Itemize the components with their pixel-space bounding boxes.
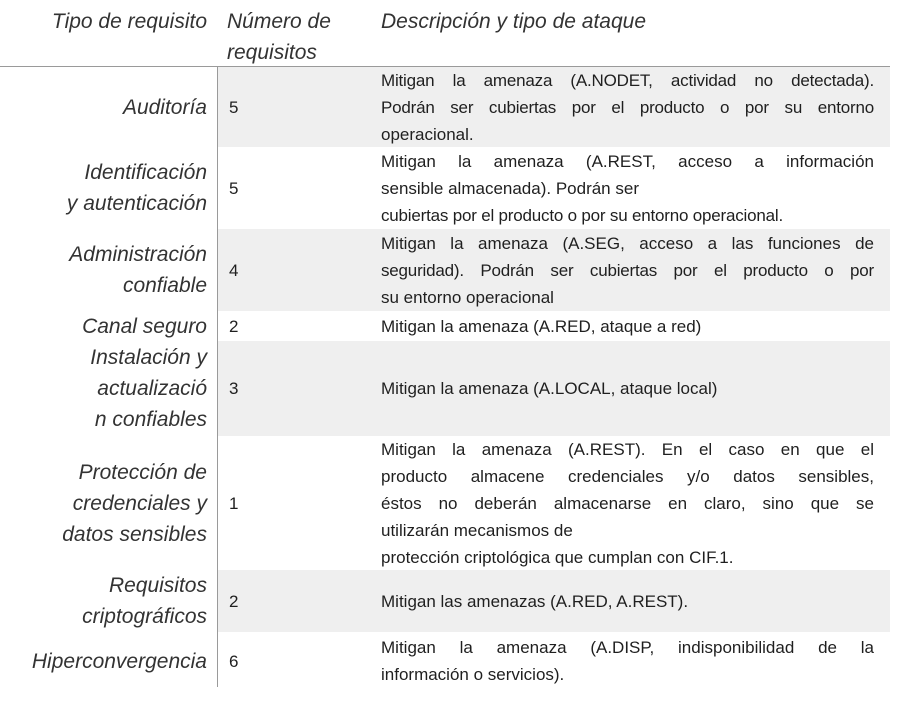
requirement-count: 5 — [229, 178, 239, 198]
requirement-description: Mitigan la amenaza (A.DISP, indisponibilidad de la información o servicios). — [381, 638, 874, 684]
requirement-type: Auditoría — [122, 95, 207, 119]
requirement-type: Instalación y actualizació n confiables — [90, 346, 207, 431]
table-row — [0, 67, 890, 147]
requirement-type: Requisitos criptográficos — [82, 574, 207, 628]
requirement-type: Canal seguro — [82, 314, 207, 338]
requirement-description: Mitigan la amenaza (A.NODET, actividad no detectada). Podrán ser cubiertas por el producto o por su entorno operacional. — [380, 67, 890, 147]
requirement-count: 3 — [218, 341, 380, 436]
requirement-count: 4 — [218, 229, 380, 311]
table-row — [0, 436, 890, 570]
table-row — [0, 147, 890, 229]
requirement-count: 2 — [218, 570, 380, 632]
table-row — [0, 632, 890, 690]
table-row — [0, 311, 890, 341]
requirement-description: Mitigan la amenaza (A.RED, ataque a red) — [381, 316, 702, 336]
requirement-count: 2 — [229, 316, 239, 336]
header-numero-de-requisitos: Número de requisitos — [227, 10, 331, 64]
requirement-description: Mitigan la amenaza (A.REST). En el caso en que el producto almacene credenciales y/o datos sensibles, éstos no deberán almacenarse en claro, sino que se utilizarán mecanismos de protección criptológica que cumplan con CIF.1. — [381, 439, 874, 567]
table-row — [0, 341, 890, 436]
requirement-count: 1 — [229, 493, 239, 513]
requirement-description: Mitigan la amenaza (A.LOCAL, ataque local) — [380, 341, 890, 436]
header-descripcion: Descripción y tipo de ataque — [381, 10, 646, 33]
requirement-type: Hiperconvergencia — [31, 649, 207, 673]
requirement-type: Identificación y autenticación — [66, 161, 207, 215]
requirement-type: Administración confiable — [69, 243, 207, 297]
table-row — [0, 570, 890, 632]
header-tipo-de-requisito: Tipo de requisito — [51, 10, 207, 33]
requirement-description: Mitigan las amenazas (A.RED, A.REST). — [380, 570, 890, 632]
requirement-count: 5 — [218, 67, 380, 147]
requirement-description: Mitigan la amenaza (A.SEG, acceso a las funciones de seguridad). Podrán ser cubiertas por el producto o por su entorno operacional — [380, 229, 890, 311]
requirement-description: Mitigan la amenaza (A.REST, acceso a información sensible almacenada). Podrán ser cubiertas por el producto o por su entorno operacional. — [381, 151, 874, 225]
table-row — [0, 229, 890, 311]
requirement-type: Protección de credenciales y datos sensibles — [62, 460, 207, 546]
requirement-count: 6 — [229, 651, 239, 671]
